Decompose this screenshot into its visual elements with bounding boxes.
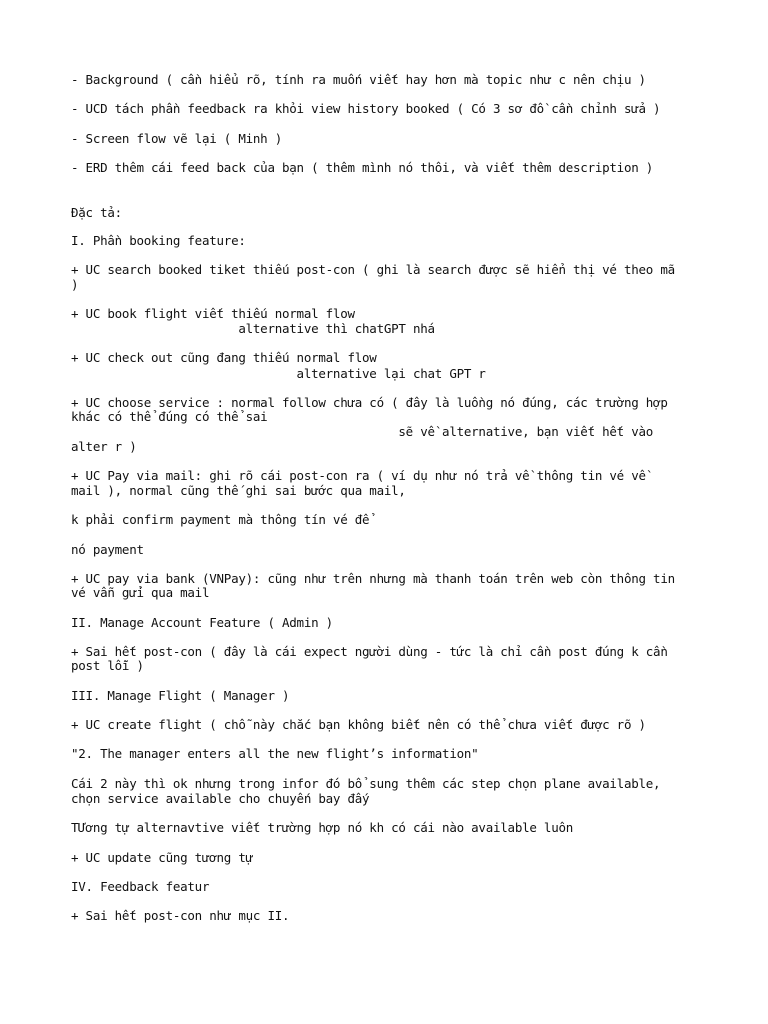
booking-choose-service-line-1: + UC choose service : normal follow chưa có ( đây là luồng nó đúng, các trường hợp (71, 395, 668, 410)
booking-search-line-2: ) (71, 277, 79, 292)
manage-account-item-line-1: + Sai hết post-con ( đây là cái expect người dùng - tức là chỉ cần post đúng k cần (71, 644, 668, 659)
booking-check-out-line-2: alternative lại chat GPT r (71, 366, 486, 381)
booking-pay-mail-line-1: + UC Pay via mail: ghi rõ cái post-con ra ( ví dụ như nó trả về thông tin vé về (71, 468, 646, 483)
manage-flight-quote: "2. The manager enters all the new flight’s information" (71, 746, 479, 761)
booking-pay-mail-line-2: mail ), normal cũng thế ghi sai bước qua mail, (71, 483, 406, 498)
manage-flight-note-line-2: chọn service available cho chuyến bay đấy (71, 791, 370, 806)
spec-heading: Đặc tả: (71, 205, 122, 220)
manage-flight-heading: III. Manage Flight ( Manager ) (71, 688, 290, 703)
booking-pay-bank-line-2: vé vẫn gửi qua mail (71, 585, 210, 600)
note-background: - Background ( cần hiểu rõ, tính ra muốn viết hay hơn mà topic như c nên chịu ) (71, 72, 646, 87)
manage-flight-note-line-1: Cái 2 này thì ok nhưng trong infor đó bổ sung thêm các step chọn plane available, (71, 776, 661, 791)
booking-payment-line: nó payment (71, 542, 144, 557)
note-ucd: - UCD tách phần feedback ra khỏi view history booked ( Có 3 sơ đồ cần chỉnh sửa ) (71, 101, 661, 116)
booking-choose-service-line-4: alter r ) (71, 439, 137, 454)
feedback-heading: IV. Feedback featur (71, 879, 210, 894)
manage-account-heading: II. Manage Account Feature ( Admin ) (71, 615, 333, 630)
feedback-item: + Sai hết post-con như mục II. (71, 908, 290, 923)
manage-flight-alternative: TƯơng tự alternavtive viết trường hợp nó kh có cái nào available luôn (71, 820, 574, 835)
note-screen-flow: - Screen flow vẽ lại ( Minh ) (71, 131, 282, 146)
manage-flight-create: + UC create flight ( chỗ này chắc bạn không biết nên có thể chưa viết được rõ ) (71, 717, 646, 732)
manage-account-item-line-2: post lỗi ) (71, 658, 144, 673)
manage-flight-update: + UC update cũng tương tự (71, 850, 253, 865)
booking-check-out-line-1: + UC check out cũng đang thiếu normal flow (71, 350, 377, 365)
note-erd: - ERD thêm cái feed back của bạn ( thêm mình nó thôi, và viết thêm description ) (71, 160, 654, 175)
booking-pay-bank-line-1: + UC pay via bank (VNPay): cũng như trên nhưng mà thanh toán trên web còn thông tin (71, 571, 675, 586)
booking-choose-service-line-2: khác có thể đúng có thể sai (71, 409, 268, 424)
booking-search-line-1: + UC search booked tiket thiếu post-con ( ghi là search được sẽ hiển thị vé theo mã (71, 262, 675, 277)
booking-book-flight-line-1: + UC book flight viết thiếu normal flow (71, 306, 355, 321)
booking-book-flight-line-2: alternative thì chatGPT nhá (71, 321, 435, 336)
booking-heading: I. Phần booking feature: (71, 233, 246, 248)
booking-confirm-line: k phải confirm payment mà thông tín vé để (71, 512, 370, 527)
booking-choose-service-line-3: sẽ về alternative, bạn viết hết vào (71, 424, 654, 439)
